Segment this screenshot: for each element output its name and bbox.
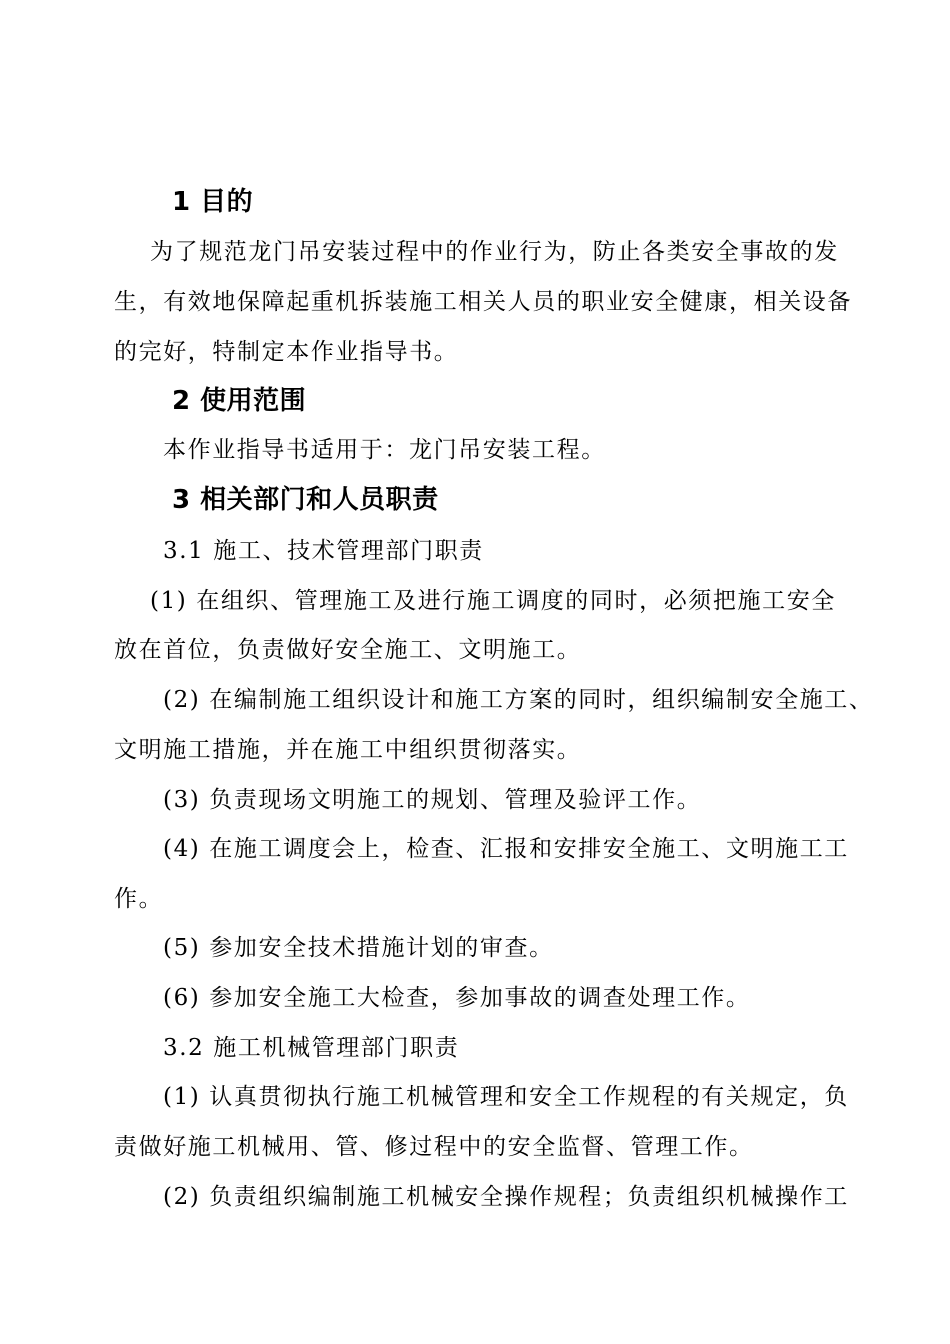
section-1-para-line: 的完好，特制定本作业指导书。 [114, 339, 459, 365]
list-item-line: (6) 参加安全施工大检查，参加事故的调查处理工作。 [163, 985, 751, 1011]
section-1-heading: 1 目的 [172, 187, 254, 217]
list-item-line: (1) 认真贯彻执行施工机械管理和安全工作规程的有关规定，负 [163, 1084, 849, 1110]
list-item-line: (3) 负责现场文明施工的规划、管理及验评工作。 [163, 787, 702, 813]
section-1-para-line: 为了规范龙门吊安装过程中的作业行为，防止各类安全事故的发 [150, 239, 839, 265]
list-item-line: 放在首位，负责做好安全施工、文明施工。 [114, 637, 582, 663]
list-item-line: (5) 参加安全技术措施计划的审查。 [163, 935, 554, 961]
section-1-para-line: 生，有效地保障起重机拆装施工相关人员的职业安全健康，相关设备 [114, 289, 852, 315]
section-2-heading: 2 使用范围 [172, 386, 307, 416]
list-item-line: 作。 [114, 886, 164, 912]
subsection-3-1-title: 3.1 施工、技术管理部门职责 [163, 538, 484, 564]
list-item-line: 责做好施工机械用、管、修过程中的安全监督、管理工作。 [114, 1134, 754, 1160]
list-item-line: (1) 在组织、管理施工及进行施工调度的同时，必须把施工安全 [150, 588, 836, 614]
section-2-para: 本作业指导书适用于：龙门吊安装工程。 [163, 437, 606, 463]
subsection-3-2-title: 3.2 施工机械管理部门职责 [163, 1035, 460, 1061]
list-item-line: (4) 在施工调度会上，检查、汇报和安排安全施工、文明施工工 [163, 836, 849, 862]
list-item-line: (2) 负责组织编制施工机械安全操作规程；负责组织机械操作工 [163, 1184, 849, 1210]
section-3-heading: 3 相关部门和人员职责 [172, 485, 439, 515]
list-item-line: 文明施工措施，并在施工中组织贯彻落实。 [114, 737, 582, 763]
list-item-line: (2) 在编制施工组织设计和施工方案的同时，组织编制安全施工、 [163, 687, 874, 713]
